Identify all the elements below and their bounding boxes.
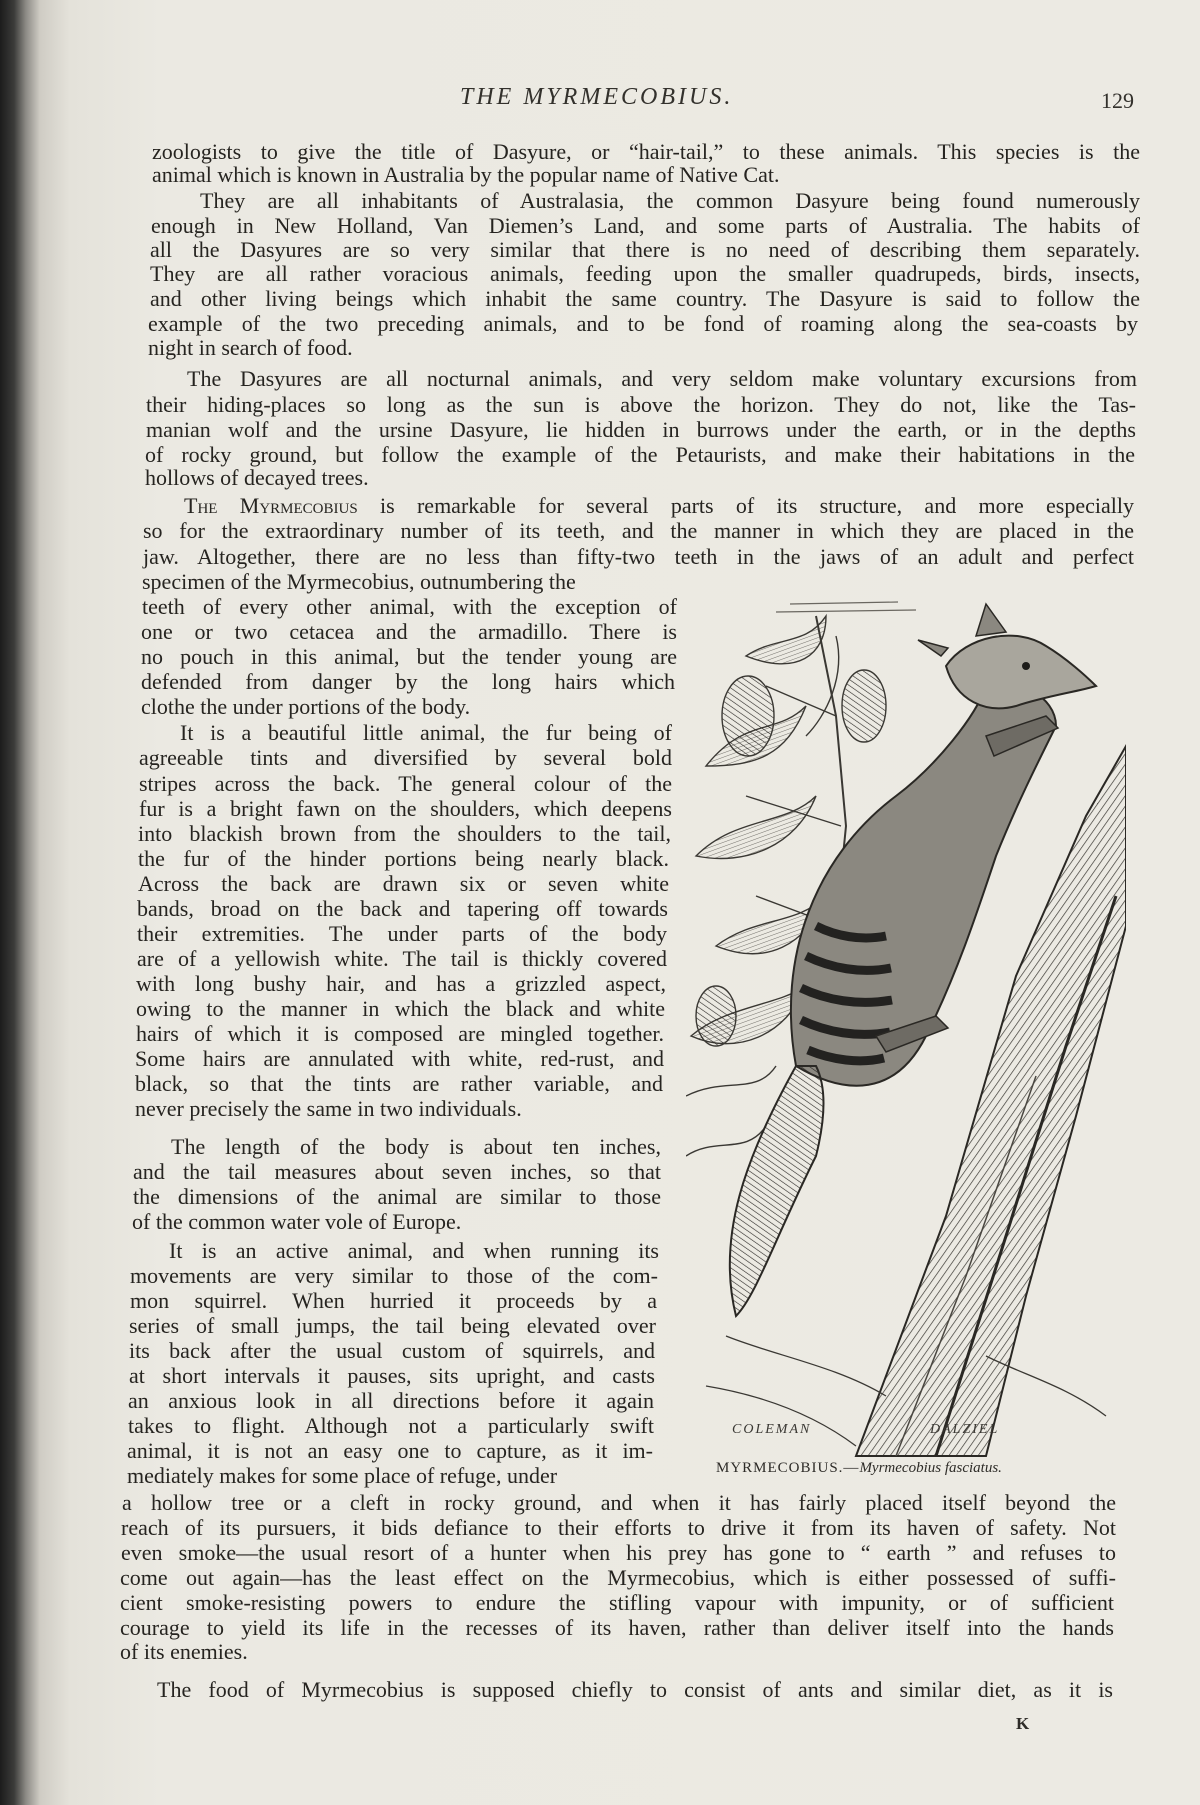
figure-caption — [716, 1460, 1136, 1477]
caption-name: MYRMECOBIUS.— — [716, 1460, 860, 1476]
column-line: stripes across the back. The general colour of the — [139, 771, 672, 796]
column-line: no pouch in this animal, but the tender young are — [141, 644, 677, 669]
column-line: into blackish brown from the shoulders to the tail, — [138, 821, 671, 846]
myrmecobius-engraving — [686, 596, 1126, 1458]
page-number: 129 — [1101, 88, 1134, 113]
column-line: the fur of the hinder portions being nearly black. — [138, 846, 669, 871]
column-line: fur is a bright fawn on the shoulders, which deepens — [139, 796, 672, 821]
running-title: THE MYRMECOBIUS. — [460, 84, 734, 110]
engraving-drawing — [686, 596, 1126, 1458]
column-line: mediately makes for some place of refuge, under — [127, 1463, 558, 1488]
column-line: It is an active animal, and when running its — [169, 1238, 659, 1263]
column-line: bands, broad on the back and tapering off towards — [137, 896, 668, 921]
column-line: It is a beautiful little animal, the fur being of — [180, 720, 672, 745]
text-line: even smoke—the usual resort of a hunter when his prey has gone to “ earth ” and refuses to — [121, 1540, 1116, 1565]
column-line: never precisely the same in two individuals. — [135, 1096, 522, 1121]
text-line: enough in New Holland, Van Diemen’s Land, and some parts of Australia. The habits of — [151, 213, 1140, 238]
column-line: takes to flight. Although not a particularly swift — [128, 1413, 654, 1438]
text-line: The Dasyures are all nocturnal animals, and very seldom make voluntary excursions from — [187, 366, 1137, 391]
text-line: so for the extraordinary number of its teeth, and the manner in which they are placed in the — [143, 518, 1134, 543]
column-line: owing to the manner in which the black and white — [136, 996, 665, 1021]
column-line: specimen of the Myrmecobius, outnumbering the — [142, 569, 576, 594]
text-line: They are all inhabitants of Australasia, the common Dasyure being found numerously — [200, 188, 1140, 213]
text-line: courage to yield its life in the recesses of its haven, rather than deliver itself into the hands — [120, 1615, 1114, 1640]
column-line: with long bushy hair, and has a grizzled aspect, — [136, 971, 666, 996]
engraver-signature-right: DALZIEL — [930, 1422, 1000, 1437]
column-line: hairs of which it is composed are mingled together. — [136, 1021, 664, 1046]
section-lead-line — [184, 494, 1134, 518]
section-lead-rest: is remarkable for several parts of its structure, and more especially — [357, 493, 1134, 518]
text-line: zoologists to give the title of Dasyure, or “hair-tail,” to these animals. This species is the — [152, 139, 1140, 164]
column-line: Across the back are drawn six or seven white — [138, 871, 669, 896]
text-line: They are all rather voracious animals, feeding upon the smaller quadrupeds, birds, insects, — [150, 261, 1140, 286]
column-line: black, so that the tints are rather variable, and — [135, 1071, 663, 1096]
column-line: their extremities. The under parts of the body — [137, 921, 667, 946]
column-line: clothe the under portions of the body. — [141, 694, 471, 719]
column-line: and the tail measures about seven inches, so that — [133, 1159, 661, 1184]
column-line: movements are very similar to those of the com- — [130, 1263, 658, 1288]
engraver-signature-left: COLEMAN — [732, 1422, 812, 1437]
text-line: of its enemies. — [120, 1639, 248, 1664]
column-line: defended from danger by the long hairs which — [141, 669, 675, 694]
column-line: agreeable tints and diversified by several bold — [139, 745, 672, 770]
signature-mark: K — [1016, 1714, 1030, 1733]
text-line: and other living beings which inhabit the same country. The Dasyure is said to follow the — [150, 286, 1140, 311]
text-line: jaw. Altogether, there are no less than fifty-two teeth in the jaws of an adult and perfect — [143, 544, 1134, 569]
text-line: a hollow tree or a cleft in rocky ground, and when it has fairly placed itself beyond the — [122, 1490, 1116, 1515]
text-line: example of the two preceding animals, and to be fond of roaming along the sea-coasts by — [148, 311, 1138, 336]
text-line: The food of Myrmecobius is supposed chiefly to consist of ants and similar diet, as it is — [157, 1677, 1113, 1702]
text-line: their hiding-places so long as the sun is above the horizon. They do not, like the Tas- — [146, 392, 1136, 417]
column-line: teeth of every other animal, with the exception of — [142, 594, 677, 619]
column-line: are of a yellowish white. The tail is thickly covered — [137, 946, 667, 971]
text-line: reach of its pursuers, it bids defiance to their efforts to drive it from its haven of safety. Not — [121, 1515, 1116, 1540]
column-line: of the common water vole of Europe. — [132, 1209, 462, 1234]
column-line: the dimensions of the animal are similar to those — [133, 1184, 661, 1209]
section-lead: The Myrmecobius — [184, 493, 358, 518]
column-line: Some hairs are annulated with white, red-rust, and — [135, 1046, 664, 1071]
column-line: series of small jumps, the tail being elevated over — [129, 1313, 656, 1338]
text-line: cient smoke-resisting powers to endure the stifling vapour with impunity, or of sufficient — [120, 1590, 1114, 1615]
text-line: hollows of decayed trees. — [145, 465, 369, 490]
text-line: manian wolf and the ursine Dasyure, lie hidden in burrows under the earth, or in the depths — [146, 417, 1136, 442]
column-line: mon squirrel. When hurried it proceeds by a — [130, 1288, 657, 1313]
text-line: all the Dasyures are so very similar that there is no need of describing them separately. — [150, 237, 1140, 262]
text-line: animal which is known in Australia by the popular name of Native Cat. — [152, 162, 780, 187]
column-line: at short intervals it pauses, sits upright, and casts — [129, 1363, 655, 1388]
horizon-lines — [776, 602, 916, 612]
text-line: night in search of food. — [148, 335, 353, 360]
column-line: an anxious look in all directions before it again — [128, 1388, 654, 1413]
caption-scientific-name: Myrmecobius fasciatus. — [859, 1460, 1002, 1476]
text-line: of rocky ground, but follow the example of the Petaurists, and make their habitations in the — [145, 442, 1135, 467]
column-line: one or two cetacea and the armadillo. There is — [141, 619, 677, 644]
text-line: come out again—has the least effect on the Myrmecobius, which is either possessed of suffi- — [120, 1565, 1116, 1590]
column-line: The length of the body is about ten inches, — [171, 1134, 661, 1159]
column-line: its back after the usual custom of squirrels, and — [129, 1338, 655, 1363]
column-line: animal, it is not an easy one to capture, as it im- — [127, 1438, 653, 1463]
